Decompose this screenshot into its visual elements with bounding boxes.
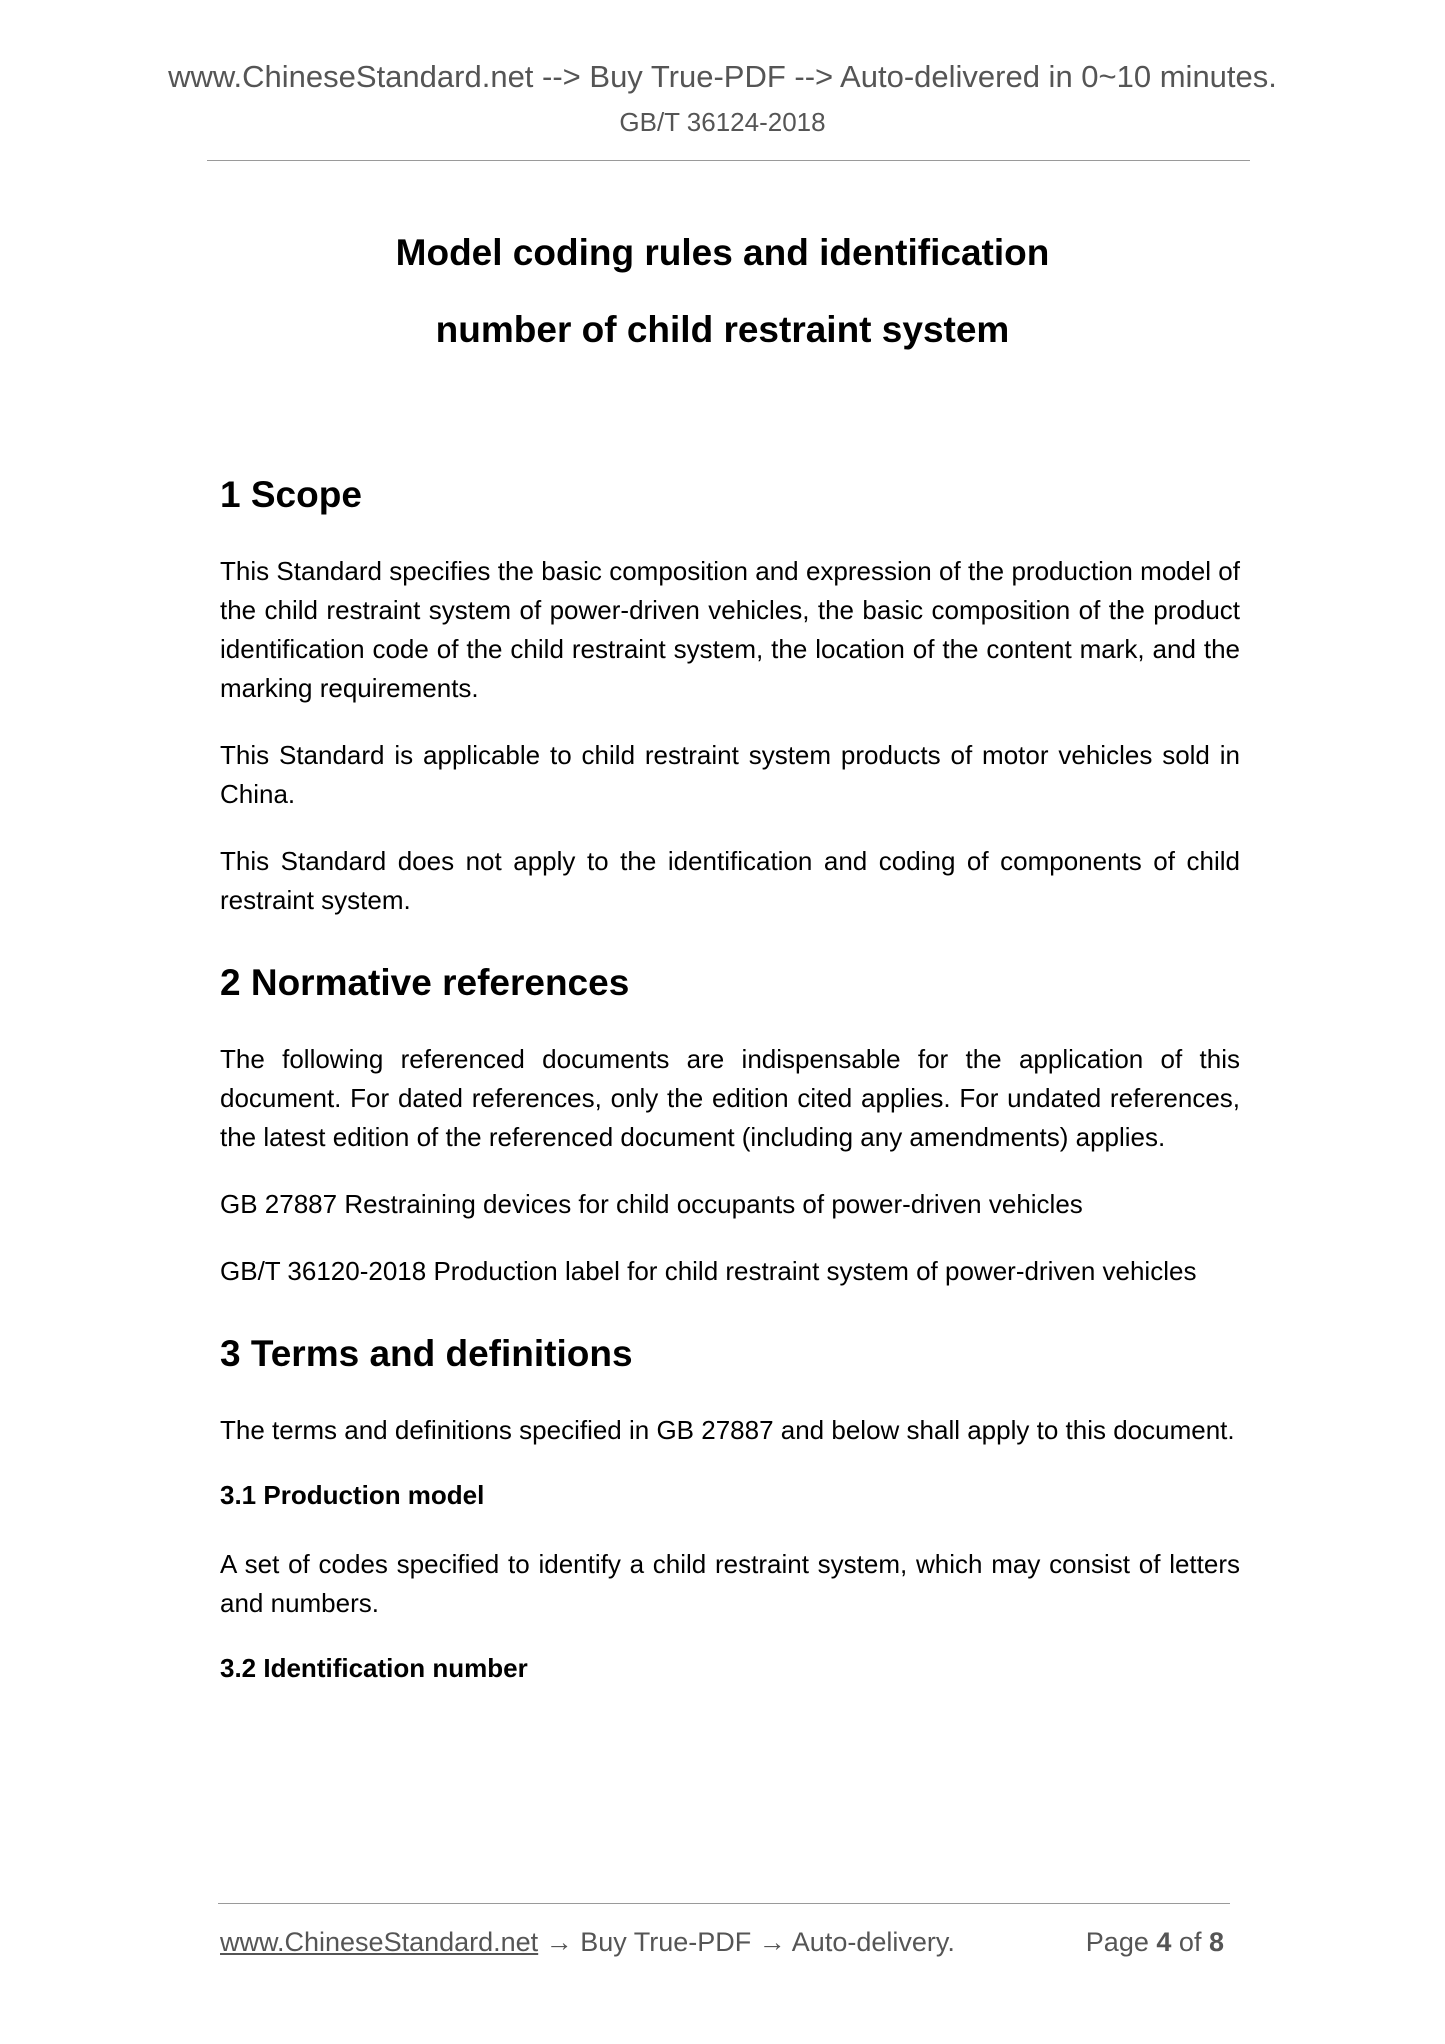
page-current: 4 [1156,1927,1172,1957]
header-standard-number: GB/T 36124-2018 [619,107,826,137]
footer-links [220,1922,955,1962]
document-title-line2: number of child restraint system [435,309,1010,350]
normative-reference-2: GB/T 36120-2018 Production label for child restraint system of power-driven vehicles [220,1256,1197,1286]
header-banner-text: www.ChineseStandard.net --> Buy True-PDF --> Auto-delivered in 0~10 minutes. [168,59,1277,94]
footer-site-link[interactable]: www.ChineseStandard.net [220,1927,539,1957]
scope-paragraph-3: This Standard does not apply to the identification and coding of components of child restraint system. [220,846,1240,915]
normative-paragraph-1: The following referenced documents are indispensable for the application of this document. For dated references, only the edition cited applies. For undated references, the latest edition of the referenced document (including any amendments) applies. [220,1044,1240,1152]
footer-divider [218,1903,1230,1904]
document-body [220,472,1240,1688]
scope-paragraph-1: This Standard specifies the basic composition and expression of the production model of the child restraint system of power-driven vehicles, the basic composition of the product identification code of the child restraint system, the location of the content mark, and the marking requirements. [220,556,1240,703]
arrow-right-icon: → [545,1927,573,1957]
page-number [1086,1922,1224,1962]
production-model-definition: A set of codes specified to identify a child restraint system, which may consist of letters and numbers. [220,1549,1240,1618]
document-title-line1: Model coding rules and identification [395,232,1050,273]
subsection-heading-identification-number: 3.2 Identification number [220,1653,528,1683]
subsection-heading-production-model: 3.1 Production model [220,1480,485,1510]
page-label: Page [1085,1927,1149,1957]
section-heading-scope: 1 Scope [220,474,362,515]
normative-reference-1: GB 27887 Restraining devices for child occupants of power-driven vehicles [220,1189,1083,1219]
scope-paragraph-2: This Standard is applicable to child restraint system products of motor vehicles sold in China. [220,740,1240,809]
section-heading-normative-references: 2 Normative references [220,962,630,1003]
page-footer [220,1922,1232,1962]
header-divider [207,160,1250,161]
footer-delivery-text: Auto-delivery. [791,1927,955,1957]
document-title [0,214,1445,368]
section-heading-terms-definitions: 3 Terms and definitions [220,1333,633,1374]
footer-buy-text: Buy True-PDF [580,1927,752,1957]
page-total: 8 [1208,1927,1224,1957]
terms-paragraph-1: The terms and definitions specified in GB 27887 and below shall apply to this document. [220,1415,1235,1445]
arrow-right-icon: → [758,1927,786,1957]
page-of-label: of [1178,1927,1202,1957]
